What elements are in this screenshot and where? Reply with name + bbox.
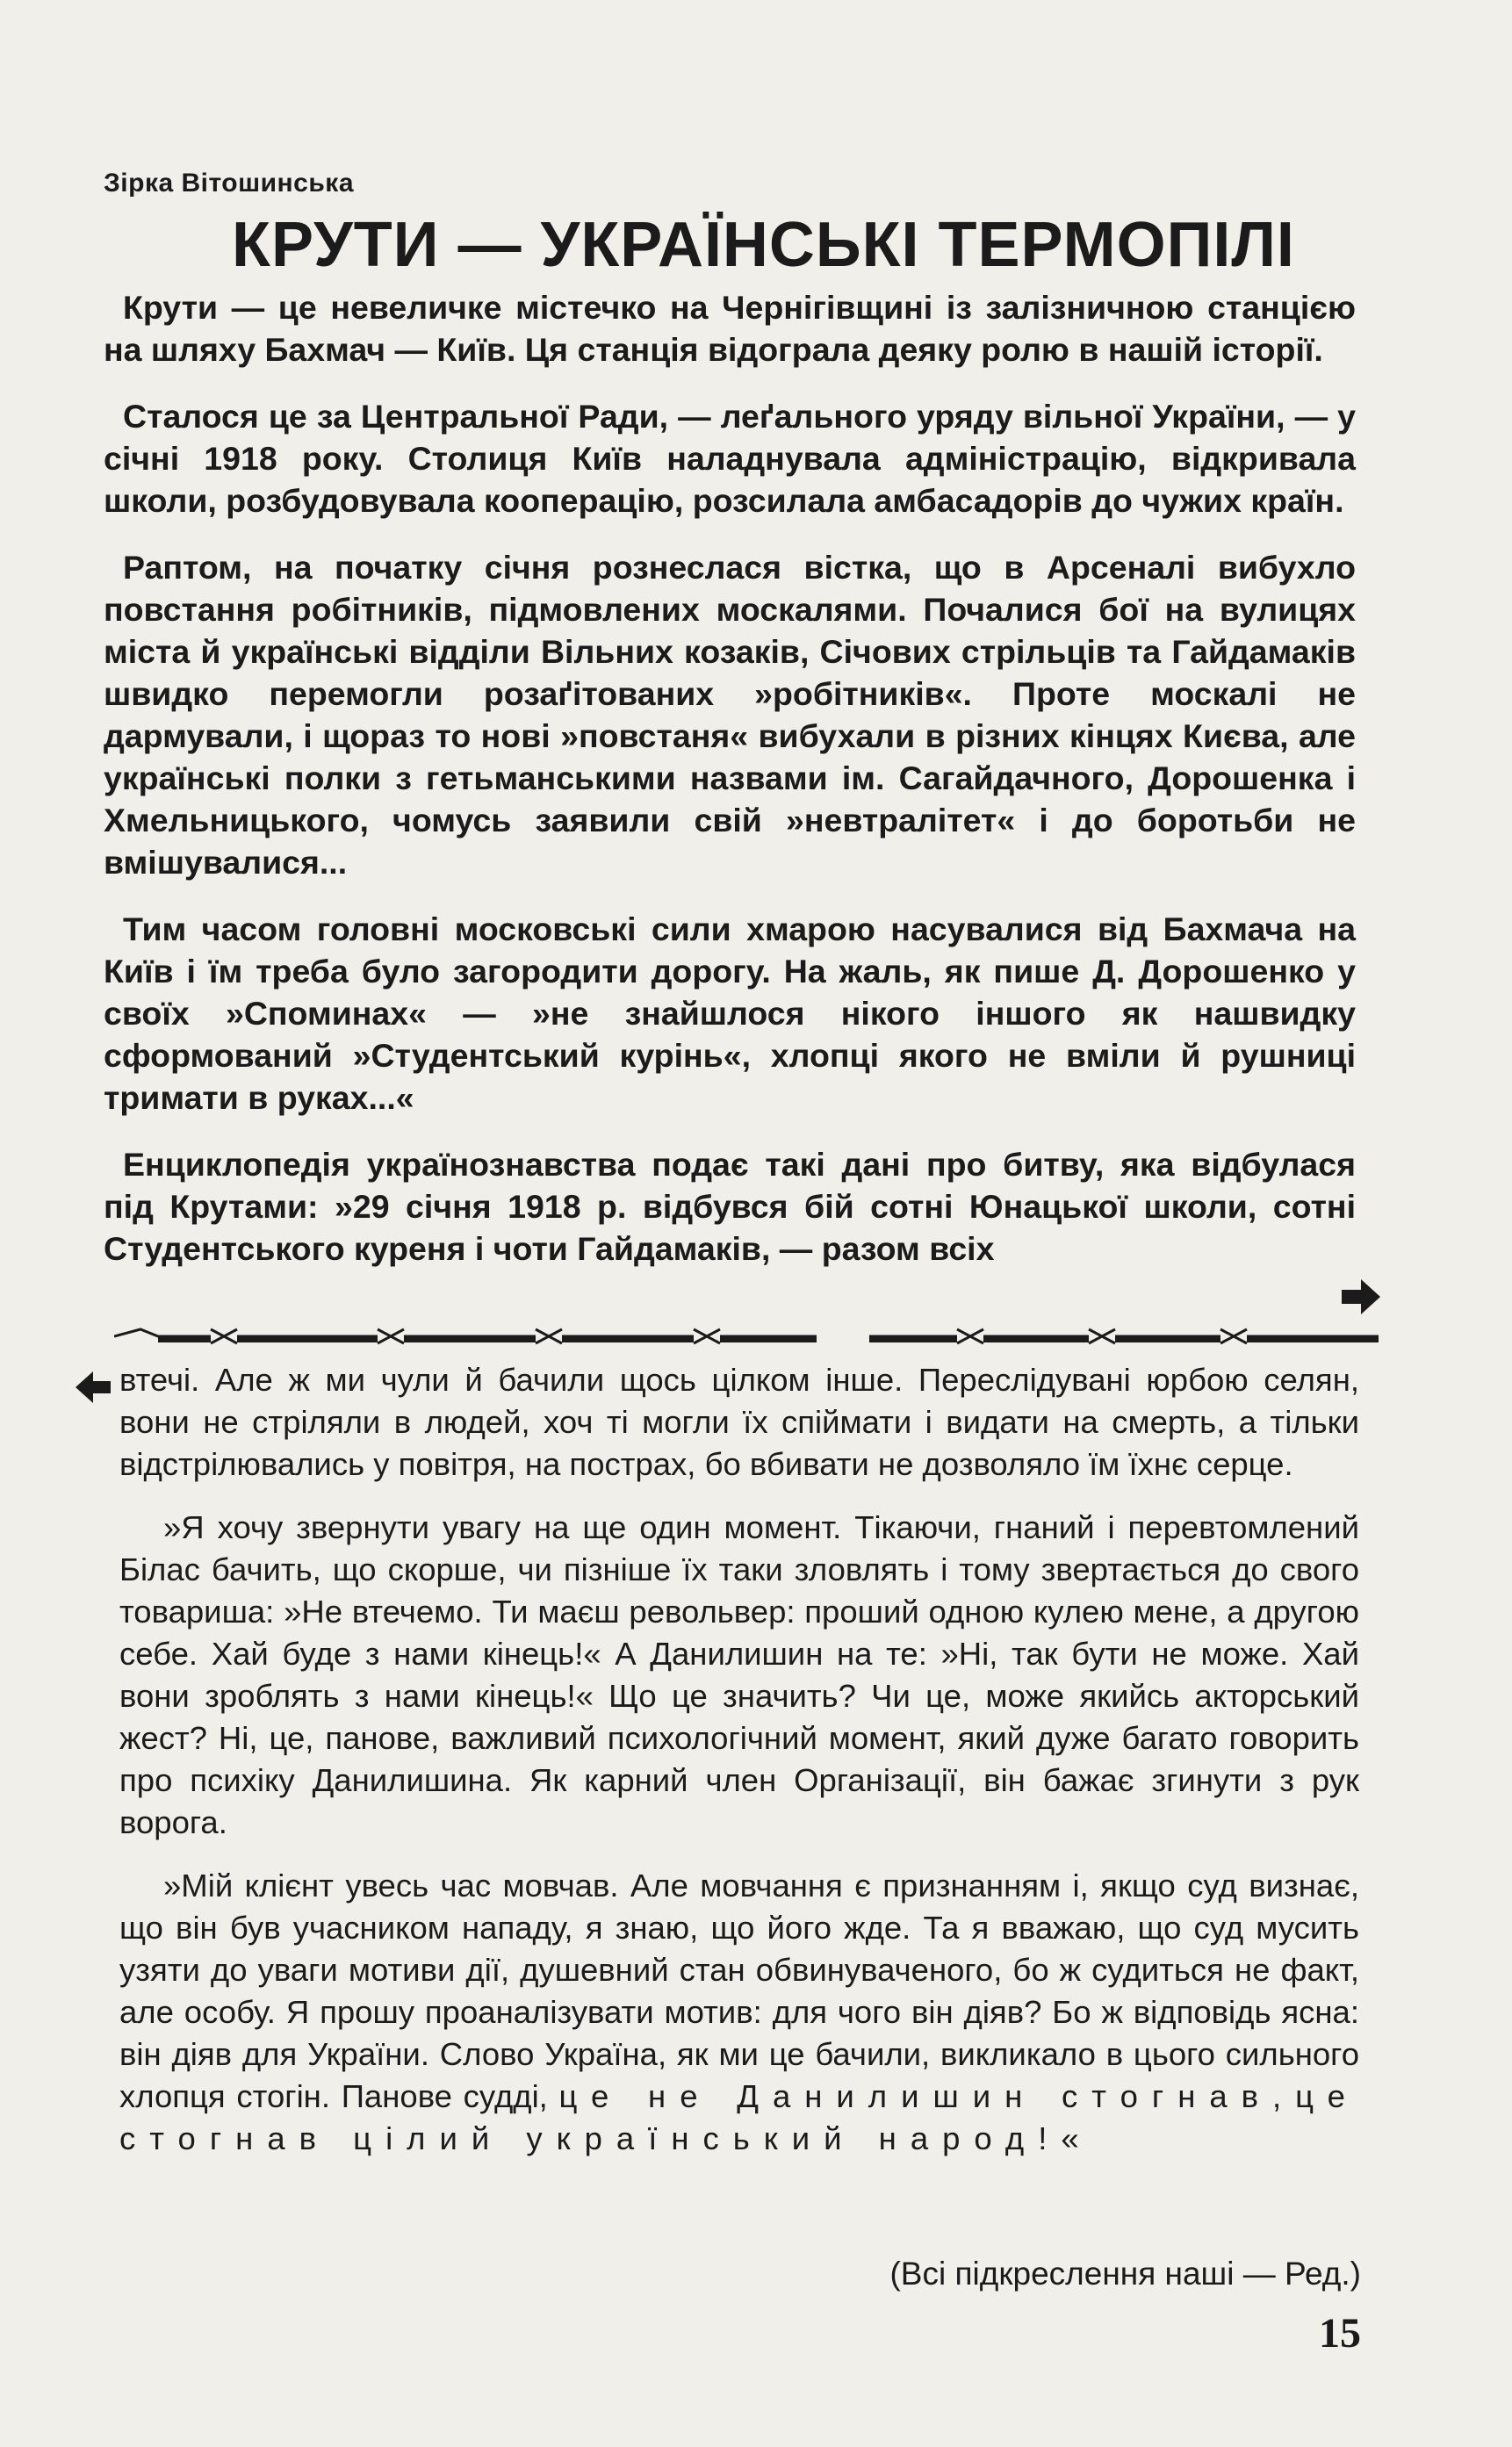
emphasized-text: це не Данилишин стогнав,це стогнав цілий український народ!« <box>119 2078 1359 2156</box>
article-body <box>104 286 1356 1294</box>
article-title: КРУТИ — УКРАЇНСЬКІ ТЕРМОПІЛІ <box>232 210 1295 280</box>
author-name: Зірка Вітошинська <box>104 169 355 198</box>
article-paragraph: Раптом, на початку січня рознеслася вістка, що в Арсеналі вибухло повстання робітників, підмовлених москалями. Почалися бої на вулицях міста й українські відділи Вільних козаків, Січових стрільців та Гайдамаків швидко перемогли розаґітованих »робітників«. Проте москалі не дармували, і щораз то нові »повстаня« вибухали в різних кінцях Києва, але українські полки з гетьманськими назвами ім. Сагайдачного, Дорошенка і Хмельницького, чомусь заявили свій »невтралітет« і до боротьби не вмішувалися... <box>104 549 1356 881</box>
letter-paragraph: »Я хочу звернути увагу на ще один момент. Тікаючи, гнаний і перевтомлений Білас бачить, що скорше, чи пізніше їх таки зловлять і тому звертається до свого товариша: »Не втечемо. Ти маєш револьвер: проший одною кулею мене, а другою себе. Хай буде з нами кінець!« А Данилишин на те: »Ні, так бути не може. Хай вони зроблять з нами кінець!« Що це значить? Чи це, може якийсь акторський жест? Ні, це, панове, важливий психологічний момент, який дуже багато говорить про психіку Данилишина. Як карний член Організації, він бажає згинути з рук ворога. <box>119 1509 1359 1840</box>
letter-paragraph-text: »Мій клієнт увесь час мовчав. Але мовчання є признанням і, якщо суд визнає, що він був учасником нападу, я знаю, що його жде. Та я вважаю, що суд мусить узяти до уваги мотиви дії, душевний стан обвинуваченого, бо ж судиться не факт, але особу. Я прошу проаналізувати мотив: для чого він діяв? Бо ж відповідь ясна: він діяв для України. Слово Україна, як ми це бачили, викликало в цього сильного хлопця стогін. Панове судді, <box>119 1868 1359 2114</box>
page-number: 15 <box>1319 2310 1361 2357</box>
letter-paragraph <box>119 1865 1359 2160</box>
article-paragraph: Сталося це за Центральної Ради, — леґального уряду вільної України, — у січні 1918 року. Столиця Київ наладнувала адміністрацію, відкривала школи, розбудовувала кооперацію, розсилала амбасадорів до чужих країн. <box>104 398 1356 519</box>
editor-note: (Всі підкреслення наші — Ред.) <box>889 2256 1361 2292</box>
article-paragraph: Тим часом головні московські сили хмарою насувалися від Бахмача на Київ і їм треба було загородити дорогу. На жаль, як пише Д. Дорошенко у своїх »Споминах« — »не знайшлося нікого іншого як нашвидку сформований »Студентський курінь«, хлопці якого не вміли й рушниці тримати в руках...« <box>104 910 1356 1116</box>
letter-continuation <box>119 1359 1359 2181</box>
continued-from-arrow-icon <box>74 1370 112 1405</box>
continue-arrow-icon <box>1338 1277 1382 1316</box>
letter-paragraph: втечі. Але ж ми чули й бачили щось цілком інше. Переслідувані юрбою селян, вони не стріляли в людей, хоч ті могли їх спіймати і видати на смерть, а тільки відстрілювались у повітря, на пострах, бо вбивати не дозволяло їм їхнє серце. <box>119 1362 1359 1482</box>
article-paragraph: Крути — це невеличке містечко на Чернігівщині із залізничною станцією на шляху Бахмач — Київ. Ця станція відограла деяку ролю в нашій історії. <box>104 289 1356 368</box>
article-paragraph: Енциклопедія українознавства подає такі дані про битву, яка відбулася під Крутами: »29 січня 1918 р. відбувся бій сотні Юнацької школи, сотні Студентського куреня і чоти Гайдамаків, — разом всіх <box>104 1146 1356 1267</box>
ornamental-divider <box>114 1319 1379 1350</box>
